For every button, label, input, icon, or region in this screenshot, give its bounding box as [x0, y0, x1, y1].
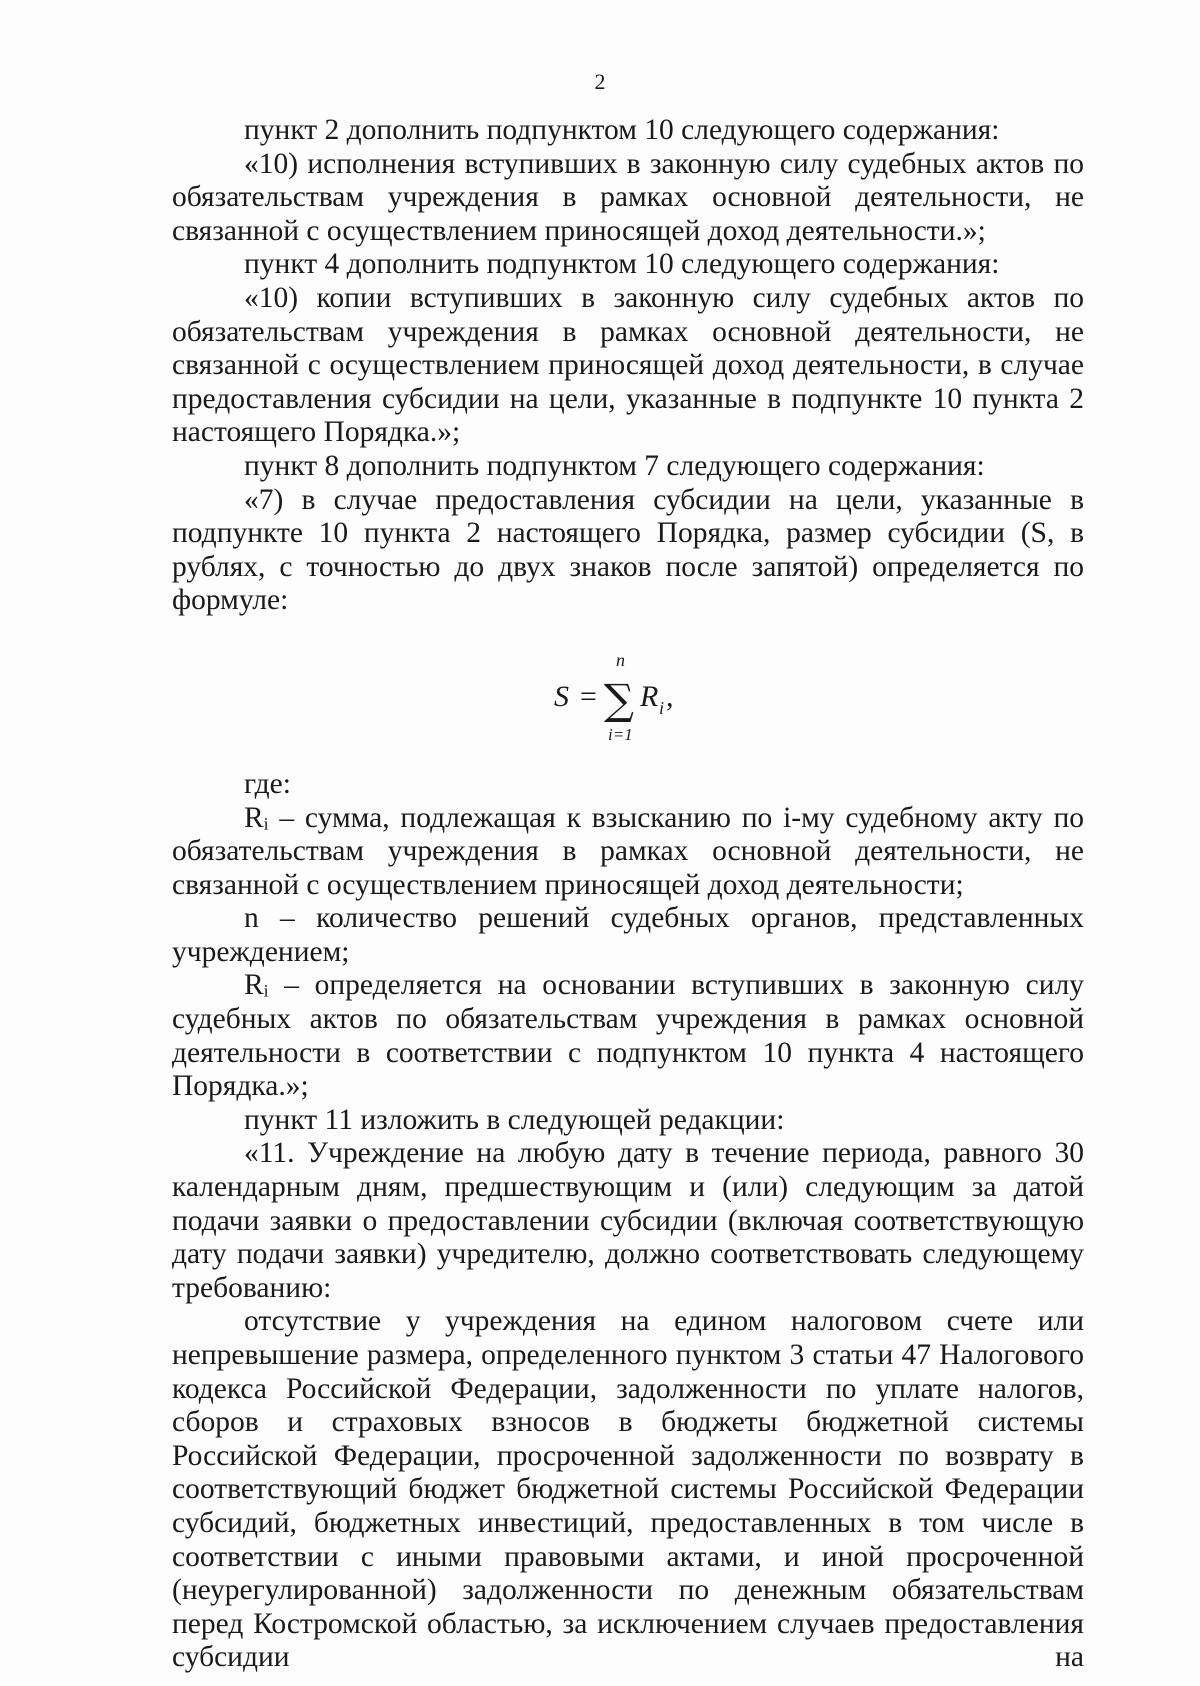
paragraph: «7) в случае предоставления субсидии на цели, указанные в подпункте 10 пункта 2 настоящего Порядка, размер субсидии (S, в рублях, с точностью до двух знаков после запятой) определяется по формуле:: [172, 483, 1084, 617]
sum-lower-limit: i=1: [608, 724, 633, 744]
paragraph: Rᵢ – сумма, подлежащая к взысканию по i-му судебному акту по обязательствам учреждения в рамках основной деятельности, не связанной с осуществлением приносящей доход деятельности;: [172, 801, 1084, 901]
paragraph: пункт 2 дополнить подпунктом 10 следующего содержания:: [244, 114, 1000, 146]
sum-upper-limit: n: [616, 649, 625, 670]
paragraph: отсутствие у учреждения на едином налоговом счете или непревышение размера, определенного пунктом 3 статьи 47 Налогового кодекса Российской Федерации, задолженности по уплате налогов, сборов и страховых взносов в бюджеты бюджетной системы Российской Федерации, просроченной задолженности по возврату в соответствующий бюджет бюджетной системы Российской Федерации субсидий, бюджетных инвестиций, предоставленных в том числе в соответствии с иными правовыми актами, и иной просроченной (неурегулированной) задолженности по денежным обязательствам перед Костромской областью, за исключением случаев предоставления субсидии на: [172, 1305, 1084, 1674]
formula-comma: ,: [666, 679, 674, 713]
paragraph: «11. Учреждение на любую дату в течение периода, равного 30 календарным дням, предшествующим и (или) следующим за датой подачи заявки о предоставлении субсидии (включая соответствующую дату подачи заявки) учредителю, должно соответствовать следующему требованию:: [172, 1137, 1084, 1304]
page-number: 2: [594, 69, 606, 94]
paragraph: пункт 4 дополнить подпунктом 10 следующего содержания:: [244, 248, 1000, 281]
formula-equals: =: [580, 679, 597, 713]
paragraph: «10) исполнения вступивших в законную силу судебных актов по обязательствам учреждения в рамках основной деятельности, не связанной с осуществлением приносящей доход деятельности.»;: [172, 147, 1084, 247]
document-body: [172, 114, 1084, 1675]
formula-term: R: [640, 679, 659, 713]
paragraph: «10) копии вступивших в законную силу судебных актов по обязательствам учреждения в рамках основной деятельности, не связанной с осуществлением приносящей доход деятельности, в случае предоставления субсидии на цели, указанные в подпункте 10 пункта 2 настоящего Порядка.»;: [172, 281, 1084, 449]
paragraph: пункт 11 изложить в следующей редакции:: [244, 1103, 785, 1136]
formula-lhs: S: [554, 679, 569, 713]
paragraph: пункт 8 дополнить подпунктом 7 следующего содержания:: [244, 449, 985, 482]
subsidy-formula: [172, 618, 1084, 768]
paragraph: где:: [244, 767, 291, 800]
formula-subscript: i: [659, 697, 665, 718]
paragraph: n – количество решений судебных органов, представленных учреждением;: [172, 902, 1084, 968]
formula-graphic: [552, 636, 712, 756]
paragraph: Rᵢ – определяется на основании вступивших в законную силу судебных актов по обязательствам учреждения в рамках основной деятельности в соответствии с подпунктом 10 пункта 4 настоящего Порядка.»;: [172, 969, 1084, 1103]
sum-symbol: ∑: [604, 674, 634, 724]
